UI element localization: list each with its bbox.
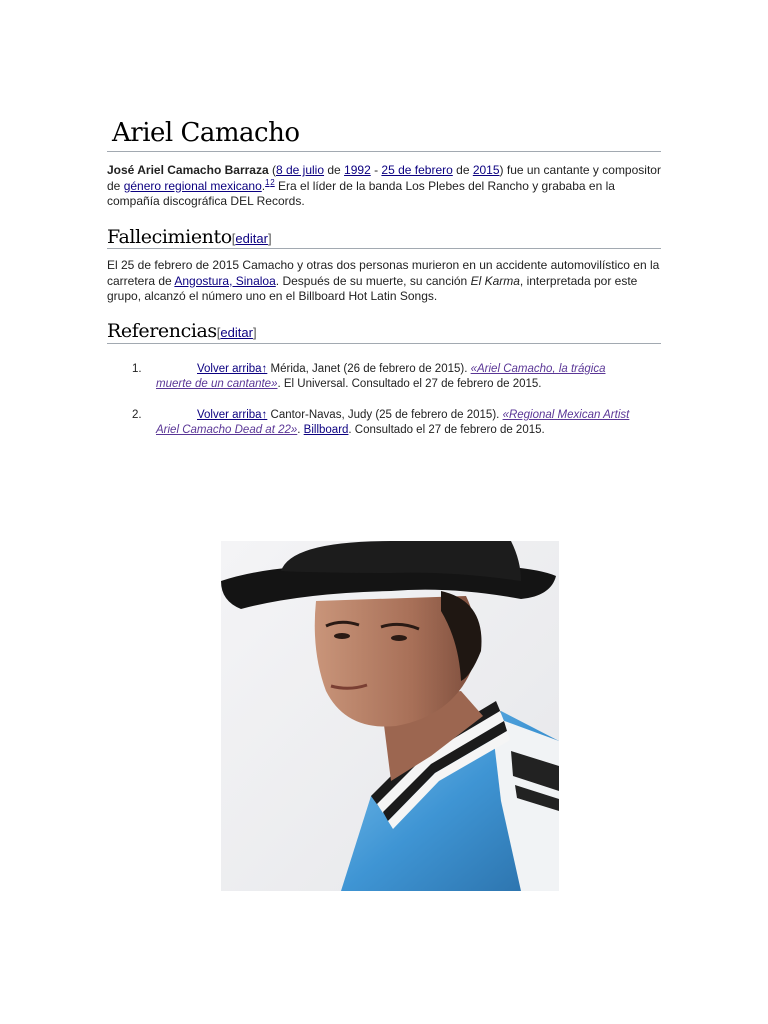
edit-link-fallecimiento[interactable]: editar [235,231,268,246]
link-birth-year[interactable]: 1992 [344,163,371,177]
section-heading-fallecimiento: Fallecimiento[editar] [107,226,272,248]
song-title: El Karma [470,273,520,288]
citation-2-link[interactable]: 2 [270,177,275,187]
reference-number: 1. [132,363,142,375]
title-divider [107,151,661,152]
citation-1-link[interactable]: 1 [265,177,270,187]
link-genre[interactable]: género regional mexicano [123,178,262,193]
lead-paragraph: José Ariel Camacho Barraza (8 de julio de 1992 - 25 de febrero de 2015) fue un cantante y compositor de género regional mexicano.$^{1 2}$ Era el líder de la banda Los Plebes del Rancho y grababa en la compañía discográfica DEL Records. [107,163,661,208]
section-divider [107,343,661,344]
fallecimiento-paragraph: El 25 de febrero de 2015 Camacho y otras dos personas murieron en un accidente automovilístico en la carretera de Angostura, Sinaloa. Después de su muerte, su canción El Karma, interpretada por este grupo, alcanzó el número uno en el Billboard Hot Latin Songs. [107,258,660,303]
link-death-year[interactable]: 2015 [472,163,500,177]
section-heading-referencias: Referencias[editar] [107,320,257,342]
article-title: Ariel Camacho [112,118,300,148]
portrait-photo [221,541,559,891]
reference-number: 2. [132,409,142,421]
section-divider [107,248,661,249]
person-full-name: José Ariel Camacho Barraza [107,163,269,177]
edit-link-referencias[interactable]: editar [220,325,253,340]
reference-publisher-link[interactable]: Billboard [303,424,349,436]
reference-title-link[interactable]: «Ariel Camacho, la trágica muerte de un cantante» [156,363,606,390]
link-angostura-sinaloa[interactable]: Angostura, Sinaloa [174,273,276,288]
back-to-top-link[interactable]: Volver arriba↑ [197,363,268,375]
reference-title-link[interactable]: «Regional Mexican Artist Ariel Camacho Dead at 22» [156,409,630,436]
link-birth-day[interactable]: 8 de julio [275,163,325,177]
back-to-top-link[interactable]: Volver arriba↑ [197,409,268,421]
link-death-day[interactable]: 25 de febrero [381,163,453,177]
